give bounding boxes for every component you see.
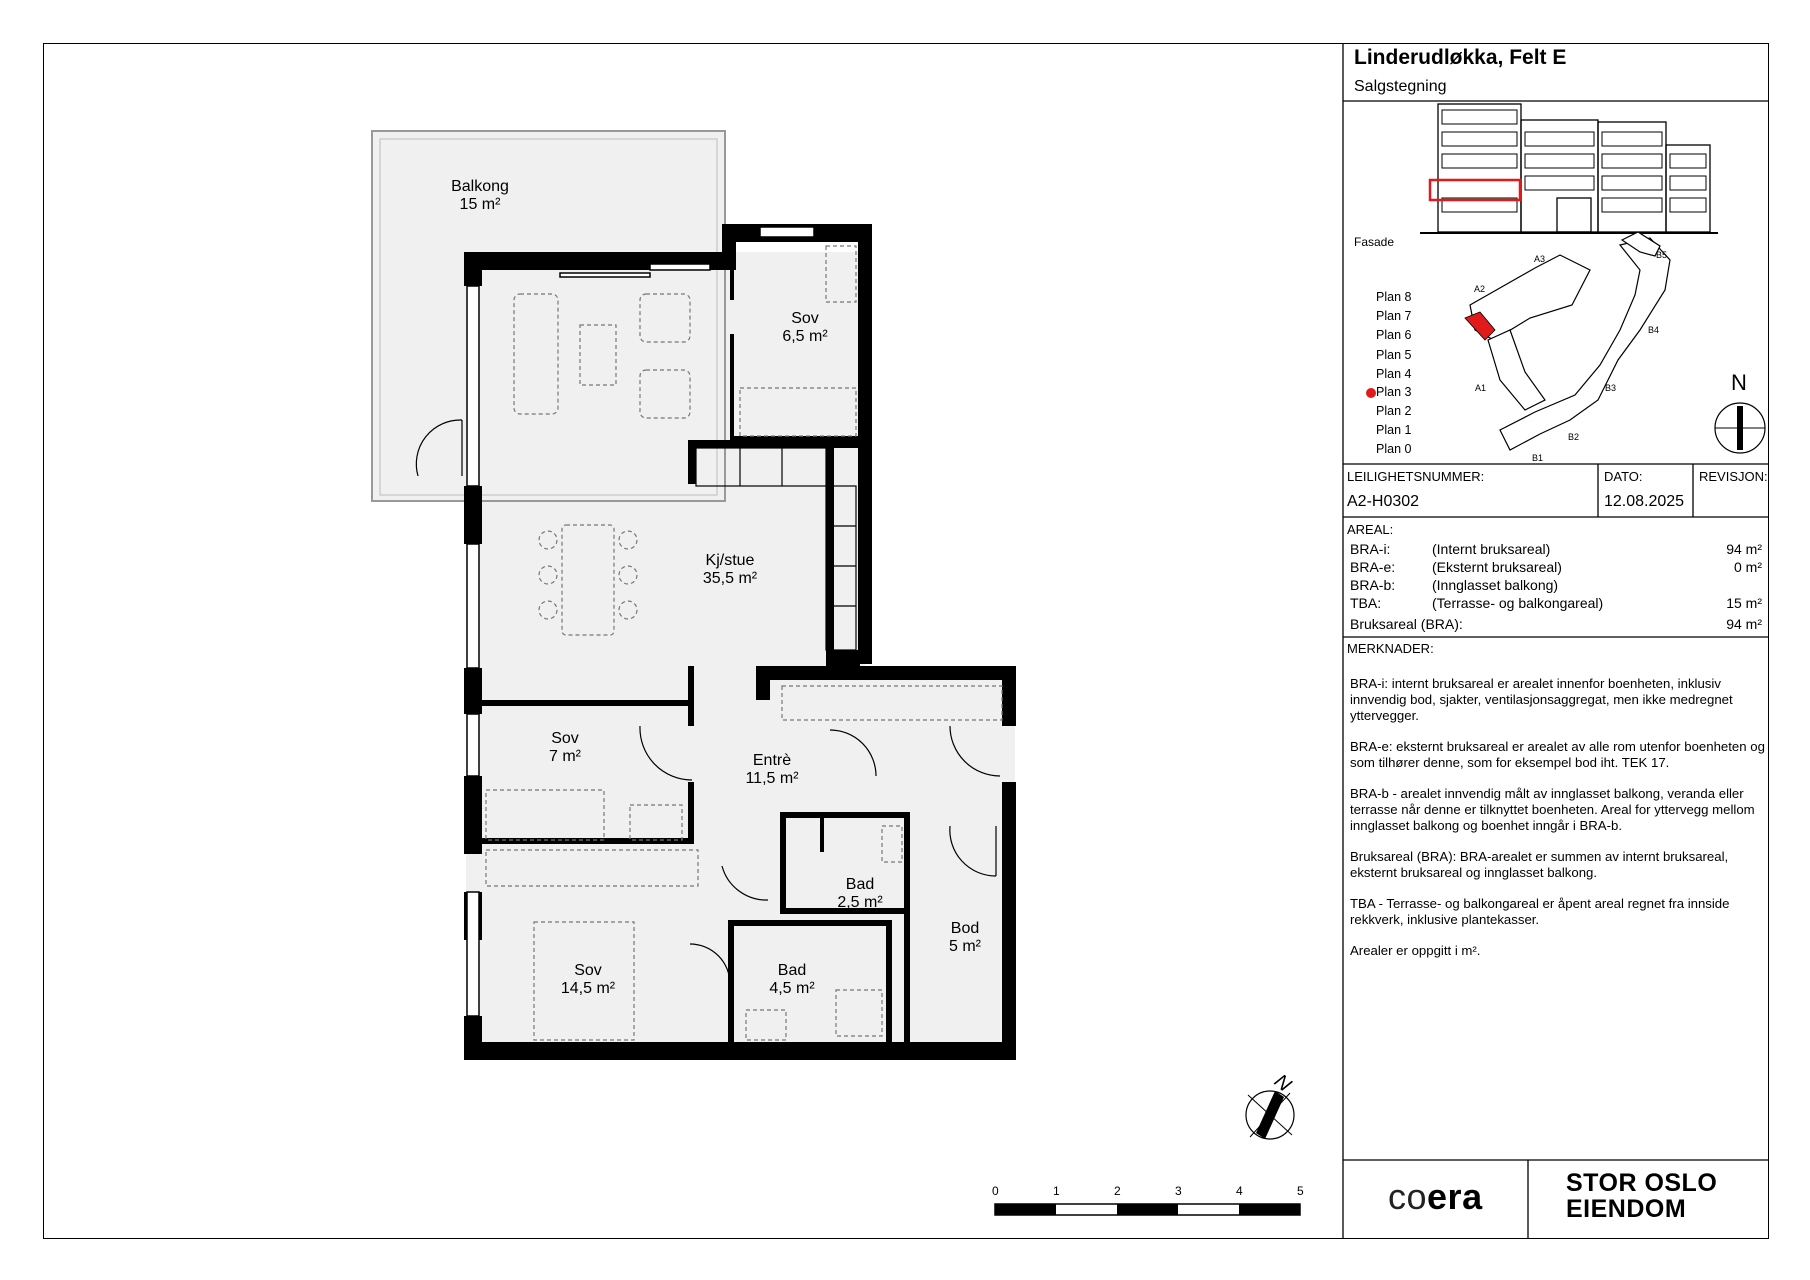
plan-level: Plan 6 (1376, 328, 1412, 342)
note-paragraph: BRA-b - arealet innvendig målt av innglasset balkong, veranda eller terrasse når denne er tilknyttet boenheten. Areal for yttervegg mellom innglasset balkong og boenhet inngår i BRA-b. (1350, 786, 1755, 833)
room-name: Sov (791, 310, 819, 327)
project-title: Linderudløkka, Felt E (1354, 46, 1567, 69)
plan-level: Plan 0 (1376, 442, 1412, 456)
room-label-sov-2 (520, 730, 610, 766)
room-label-kj-stue (680, 552, 780, 588)
plan-level: Plan 8 (1376, 290, 1412, 304)
room-name: Sov (551, 730, 579, 747)
room-name: Balkong (451, 178, 509, 195)
areal-total-value: 94 m² (1726, 616, 1762, 632)
areal-label: AREAL: (1347, 522, 1394, 537)
unit-number-value: A2-H0302 (1347, 493, 1420, 510)
scale-tick: 3 (1175, 1184, 1182, 1198)
plan-north-label: N (1269, 1070, 1296, 1097)
unit-number-label: LEILIGHETSNUMMER: (1347, 469, 1485, 484)
building-label: B2 (1568, 432, 1580, 442)
facade-drawing (1420, 104, 1718, 233)
areal-code: BRA-e: (1350, 559, 1396, 575)
room-area: 14,5 m² (560, 980, 616, 997)
plan-level-active: Plan 3 (1376, 385, 1412, 399)
areal-code: BRA-b: (1350, 577, 1396, 593)
areal-desc: (Terrasse- og balkongareal) (1432, 595, 1604, 611)
scale-tick: 0 (992, 1184, 999, 1198)
scale-tick: 1 (1053, 1184, 1060, 1198)
note-paragraph: BRA-i: internt bruksareal er arealet innenfor boenheten, inklusiv innvendig bod, sjakter, ventilasjonsaggregat, men ikke medregnet yttervegger. (1350, 676, 1733, 723)
note-paragraph: TBA - Terrasse- og balkongareal er åpent areal regnet fra innside rekkverk, inklusive plantekasser. (1350, 896, 1730, 927)
plan-level: Plan 5 (1376, 348, 1412, 362)
building-label: B3 (1605, 383, 1617, 393)
room-label-bad-1 (820, 876, 900, 912)
room-area: 6,5 m² (782, 328, 828, 345)
scale-tick: 4 (1236, 1184, 1243, 1198)
note-paragraph: Arealer er oppgitt i m². (1350, 943, 1481, 958)
room-label-entre (722, 752, 822, 788)
room-area: 35,5 m² (702, 570, 758, 587)
areal-value: 15 m² (1726, 595, 1762, 611)
active-plan-dot (1366, 388, 1376, 398)
notes-block (1350, 676, 1765, 974)
date-label: DATO: (1604, 469, 1643, 484)
facade-highlight (1430, 180, 1520, 200)
room-label-sov-3 (538, 962, 638, 998)
scale-tick: 5 (1297, 1184, 1304, 1198)
coera-logo-light: co (1388, 1176, 1428, 1217)
room-label-balkong (430, 178, 530, 214)
storoslo-line-2: EIENDOM (1566, 1195, 1687, 1223)
building-label: A1 (1475, 383, 1487, 393)
room-area: 11,5 m² (745, 770, 799, 787)
site-plan-drawing (1470, 232, 1670, 450)
areal-total-code: Bruksareal (BRA): (1350, 616, 1463, 632)
areal-code: BRA-i: (1350, 541, 1391, 557)
areal-code: TBA: (1350, 595, 1382, 611)
building-label: B1 (1532, 453, 1544, 463)
room-area: 7 m² (549, 748, 581, 765)
note-paragraph: BRA-e: eksternt bruksareal er arealet av alle rom utenfor boenheten og som tilhører denne, som for eksempel bod iht. TEK 17. (1350, 739, 1765, 770)
plan-level: Plan 4 (1376, 367, 1412, 381)
room-name: Sov (574, 962, 602, 979)
areal-desc: (Innglasset balkong) (1432, 577, 1559, 593)
facade-label: Fasade (1354, 235, 1395, 249)
areal-value: 0 m² (1734, 559, 1762, 575)
scale-tick: 2 (1114, 1184, 1121, 1198)
plan-level: Plan 7 (1376, 309, 1412, 323)
revision-label: REVISJON: (1699, 469, 1768, 484)
room-label-bad-2 (752, 962, 832, 998)
site-north-label: N (1731, 370, 1747, 395)
site-north-arrow (1715, 403, 1765, 453)
drawing-subtitle: Salgstegning (1354, 78, 1447, 95)
room-name: Bad (845, 876, 875, 893)
building-label: A2 (1474, 284, 1486, 294)
coera-logo (1388, 1176, 1483, 1218)
date-value: 12.08.2025 (1604, 493, 1685, 510)
plan-level: Plan 2 (1376, 404, 1412, 418)
room-name: Bad (777, 962, 807, 979)
room-name: Entrè (752, 752, 792, 769)
storoslo-line-1: STOR OSLO (1566, 1169, 1718, 1197)
merknader-label: MERKNADER: (1347, 641, 1434, 656)
building-label: B4 (1648, 325, 1660, 335)
plan-level: Plan 1 (1376, 423, 1412, 437)
scale-bar (995, 1204, 1300, 1215)
plan-north-arrow (1246, 1091, 1294, 1139)
building-label: B5 (1656, 250, 1668, 260)
room-name: Kj/stue (705, 552, 755, 569)
room-name: Bod (950, 920, 980, 937)
coera-logo-bold: era (1427, 1176, 1483, 1217)
note-paragraph: Bruksareal (BRA): BRA-arealet er summen av internt bruksareal, eksternt bruksareal og innglasset balkong. (1350, 849, 1729, 880)
areal-desc: (Eksternt bruksareal) (1432, 559, 1562, 575)
room-area: 2,5 m² (837, 894, 883, 911)
room-area: 5 m² (949, 938, 981, 955)
room-label-sov-1 (760, 310, 850, 346)
areal-value: 94 m² (1726, 541, 1762, 557)
building-label: A3 (1534, 254, 1546, 264)
room-area: 4,5 m² (769, 980, 815, 997)
room-label-bod (925, 920, 1005, 956)
areal-desc: (Internt bruksareal) (1432, 541, 1551, 557)
room-area: 15 m² (459, 196, 501, 213)
storoslo-logo (1566, 1170, 1717, 1222)
